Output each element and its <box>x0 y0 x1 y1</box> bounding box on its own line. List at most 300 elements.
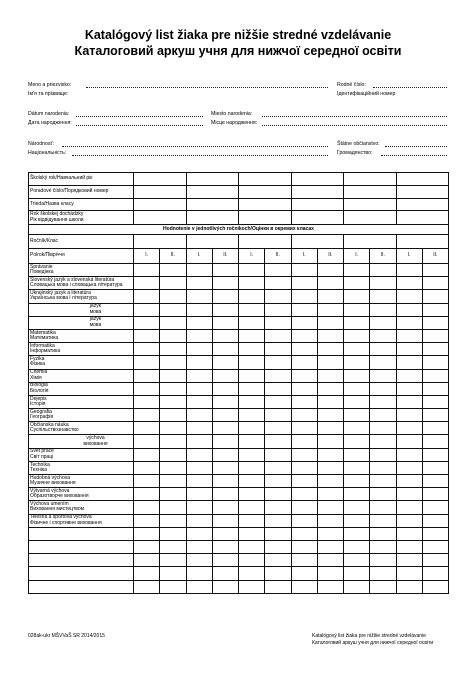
grade-cell[interactable] <box>396 303 422 316</box>
grade-cell[interactable] <box>291 409 317 422</box>
grade-cell[interactable] <box>160 343 186 356</box>
grade-cell[interactable] <box>212 409 238 422</box>
grade-cell[interactable] <box>212 514 238 527</box>
field-cit[interactable] <box>385 146 447 147</box>
grade-cell[interactable] <box>422 369 448 382</box>
grade-cell[interactable] <box>396 173 449 186</box>
grade-cell[interactable] <box>160 554 186 567</box>
grade-cell[interactable] <box>344 488 370 501</box>
grade-cell[interactable] <box>186 435 212 448</box>
grade-cell[interactable] <box>239 303 265 316</box>
grade-cell[interactable] <box>134 527 160 540</box>
grade-cell[interactable] <box>265 382 291 395</box>
grade-cell[interactable] <box>422 277 448 290</box>
grade-cell[interactable] <box>265 567 291 580</box>
grade-cell[interactable] <box>344 554 370 567</box>
grade-cell[interactable] <box>396 290 422 303</box>
grade-cell[interactable] <box>317 448 343 461</box>
grade-cell[interactable] <box>370 356 396 369</box>
grade-cell[interactable] <box>239 235 292 249</box>
field-name[interactable] <box>86 87 328 88</box>
grade-cell[interactable] <box>212 501 238 514</box>
grade-cell[interactable] <box>160 435 186 448</box>
grade-cell[interactable] <box>186 395 212 408</box>
grade-cell[interactable] <box>186 186 239 199</box>
grade-cell[interactable] <box>239 264 265 277</box>
grade-cell[interactable] <box>370 475 396 488</box>
grade-cell[interactable] <box>239 501 265 514</box>
grade-cell[interactable] <box>160 501 186 514</box>
grade-cell[interactable] <box>291 527 317 540</box>
grade-cell[interactable] <box>134 199 187 211</box>
grade-cell[interactable] <box>186 409 212 422</box>
grade-cell[interactable] <box>291 488 317 501</box>
grade-cell[interactable] <box>370 277 396 290</box>
grade-cell[interactable] <box>422 356 448 369</box>
grade-cell[interactable] <box>396 580 422 593</box>
grade-cell[interactable] <box>344 186 397 199</box>
grade-cell[interactable] <box>160 475 186 488</box>
grade-cell[interactable] <box>317 395 343 408</box>
grade-cell[interactable] <box>370 540 396 553</box>
grade-cell[interactable] <box>344 356 370 369</box>
grade-cell[interactable] <box>239 580 265 593</box>
grade-cell[interactable] <box>396 422 422 435</box>
grade-cell[interactable] <box>134 422 160 435</box>
grade-cell[interactable] <box>370 461 396 474</box>
grade-cell[interactable] <box>344 540 370 553</box>
grade-cell[interactable] <box>239 409 265 422</box>
grade-cell[interactable] <box>212 422 238 435</box>
grade-cell[interactable] <box>317 382 343 395</box>
grade-cell[interactable] <box>344 382 370 395</box>
grade-cell[interactable] <box>291 303 317 316</box>
grade-cell[interactable] <box>317 475 343 488</box>
grade-cell[interactable] <box>186 235 239 249</box>
grade-cell[interactable] <box>291 395 317 408</box>
grade-cell[interactable] <box>291 461 317 474</box>
grade-cell[interactable] <box>134 395 160 408</box>
grade-cell[interactable] <box>344 211 397 225</box>
grade-cell[interactable] <box>265 369 291 382</box>
grade-cell[interactable] <box>186 173 239 186</box>
grade-cell[interactable] <box>291 199 344 211</box>
grade-cell[interactable] <box>186 540 212 553</box>
grade-cell[interactable] <box>344 290 370 303</box>
grade-cell[interactable] <box>134 186 187 199</box>
grade-cell[interactable] <box>344 316 370 329</box>
grade-cell[interactable] <box>396 277 422 290</box>
grade-cell[interactable] <box>239 475 265 488</box>
grade-cell[interactable] <box>212 435 238 448</box>
grade-cell[interactable] <box>212 527 238 540</box>
grade-cell[interactable] <box>317 264 343 277</box>
grade-cell[interactable] <box>370 316 396 329</box>
grade-cell[interactable] <box>239 173 292 186</box>
grade-cell[interactable] <box>344 527 370 540</box>
grade-cell[interactable] <box>186 277 212 290</box>
grade-cell[interactable] <box>344 475 370 488</box>
grade-cell[interactable] <box>134 303 160 316</box>
grade-cell[interactable] <box>422 409 448 422</box>
grade-cell[interactable] <box>186 422 212 435</box>
grade-cell[interactable] <box>291 540 317 553</box>
grade-cell[interactable] <box>396 356 422 369</box>
grade-cell[interactable] <box>317 540 343 553</box>
grade-cell[interactable] <box>134 264 160 277</box>
grade-cell[interactable] <box>265 488 291 501</box>
grade-cell[interactable] <box>422 488 448 501</box>
grade-cell[interactable] <box>370 395 396 408</box>
grade-cell[interactable] <box>265 290 291 303</box>
grade-cell[interactable] <box>160 409 186 422</box>
grade-cell[interactable] <box>186 554 212 567</box>
grade-cell[interactable] <box>317 461 343 474</box>
grade-cell[interactable] <box>134 277 160 290</box>
grade-cell[interactable] <box>134 461 160 474</box>
grade-cell[interactable] <box>212 567 238 580</box>
grade-cell[interactable] <box>317 356 343 369</box>
grade-cell[interactable] <box>239 329 265 342</box>
grade-cell[interactable] <box>344 395 370 408</box>
grade-cell[interactable] <box>186 329 212 342</box>
grade-cell[interactable] <box>212 290 238 303</box>
grade-cell[interactable] <box>344 514 370 527</box>
grade-cell[interactable] <box>134 501 160 514</box>
grade-cell[interactable] <box>239 186 292 199</box>
grade-cell[interactable] <box>134 369 160 382</box>
grade-cell[interactable] <box>317 343 343 356</box>
grade-cell[interactable] <box>396 316 422 329</box>
grade-cell[interactable] <box>134 475 160 488</box>
grade-cell[interactable] <box>134 409 160 422</box>
grade-cell[interactable] <box>239 382 265 395</box>
grade-cell[interactable] <box>186 448 212 461</box>
grade-cell[interactable] <box>291 277 317 290</box>
field-dob[interactable] <box>76 116 203 117</box>
grade-cell[interactable] <box>422 329 448 342</box>
field-nat[interactable] <box>62 146 328 147</box>
grade-cell[interactable] <box>239 422 265 435</box>
grade-cell[interactable] <box>291 382 317 395</box>
grade-cell[interactable] <box>291 235 344 249</box>
grade-cell[interactable] <box>422 501 448 514</box>
grade-cell[interactable] <box>396 540 422 553</box>
grade-cell[interactable] <box>212 382 238 395</box>
grade-cell[interactable] <box>291 580 317 593</box>
grade-cell[interactable] <box>134 235 187 249</box>
grade-cell[interactable] <box>134 488 160 501</box>
grade-cell[interactable] <box>422 435 448 448</box>
grade-cell[interactable] <box>239 527 265 540</box>
grade-cell[interactable] <box>291 329 317 342</box>
grade-cell[interactable] <box>422 290 448 303</box>
grade-cell[interactable] <box>291 290 317 303</box>
grade-cell[interactable] <box>212 554 238 567</box>
grade-cell[interactable] <box>396 211 449 225</box>
grade-cell[interactable] <box>344 422 370 435</box>
grade-cell[interactable] <box>160 369 186 382</box>
grade-cell[interactable] <box>134 567 160 580</box>
grade-cell[interactable] <box>212 303 238 316</box>
grade-cell[interactable] <box>239 540 265 553</box>
grade-cell[interactable] <box>160 277 186 290</box>
grade-cell[interactable] <box>134 382 160 395</box>
grade-cell[interactable] <box>370 501 396 514</box>
grade-cell[interactable] <box>317 316 343 329</box>
grade-cell[interactable] <box>370 554 396 567</box>
grade-cell[interactable] <box>239 211 292 225</box>
grade-cell[interactable] <box>239 199 292 211</box>
grade-cell[interactable] <box>239 435 265 448</box>
field-pob-uk[interactable] <box>262 125 447 126</box>
grade-cell[interactable] <box>317 290 343 303</box>
grade-cell[interactable] <box>134 540 160 553</box>
grade-cell[interactable] <box>212 448 238 461</box>
field-dob-uk[interactable] <box>76 125 203 126</box>
grade-cell[interactable] <box>422 514 448 527</box>
grade-cell[interactable] <box>317 554 343 567</box>
grade-cell[interactable] <box>317 567 343 580</box>
grade-cell[interactable] <box>344 448 370 461</box>
grade-cell[interactable] <box>291 422 317 435</box>
grade-cell[interactable] <box>160 303 186 316</box>
grade-cell[interactable] <box>344 369 370 382</box>
grade-cell[interactable] <box>186 461 212 474</box>
grade-cell[interactable] <box>344 329 370 342</box>
grade-cell[interactable] <box>160 264 186 277</box>
grade-cell[interactable] <box>370 329 396 342</box>
grade-cell[interactable] <box>239 395 265 408</box>
grade-cell[interactable] <box>370 409 396 422</box>
grade-cell[interactable] <box>291 475 317 488</box>
grade-cell[interactable] <box>134 554 160 567</box>
grade-cell[interactable] <box>186 488 212 501</box>
grade-cell[interactable] <box>186 211 239 225</box>
grade-cell[interactable] <box>422 343 448 356</box>
grade-cell[interactable] <box>134 211 187 225</box>
grade-cell[interactable] <box>212 475 238 488</box>
grade-cell[interactable] <box>370 422 396 435</box>
grade-cell[interactable] <box>212 488 238 501</box>
grade-cell[interactable] <box>370 514 396 527</box>
grade-cell[interactable] <box>134 343 160 356</box>
grade-cell[interactable] <box>396 235 449 249</box>
grade-cell[interactable] <box>317 488 343 501</box>
grade-cell[interactable] <box>265 277 291 290</box>
grade-cell[interactable] <box>239 567 265 580</box>
grade-cell[interactable] <box>160 422 186 435</box>
grade-cell[interactable] <box>239 461 265 474</box>
grade-cell[interactable] <box>239 290 265 303</box>
grade-cell[interactable] <box>291 501 317 514</box>
grade-cell[interactable] <box>344 199 397 211</box>
grade-cell[interactable] <box>396 475 422 488</box>
grade-cell[interactable] <box>344 409 370 422</box>
grade-cell[interactable] <box>265 356 291 369</box>
grade-cell[interactable] <box>422 567 448 580</box>
grade-cell[interactable] <box>344 235 397 249</box>
grade-cell[interactable] <box>265 461 291 474</box>
grade-cell[interactable] <box>422 461 448 474</box>
grade-cell[interactable] <box>291 186 344 199</box>
grade-cell[interactable] <box>370 435 396 448</box>
grade-cell[interactable] <box>212 264 238 277</box>
grade-cell[interactable] <box>186 290 212 303</box>
grade-cell[interactable] <box>212 540 238 553</box>
grade-cell[interactable] <box>291 264 317 277</box>
grade-cell[interactable] <box>212 580 238 593</box>
grade-cell[interactable] <box>370 448 396 461</box>
grade-cell[interactable] <box>396 514 422 527</box>
grade-cell[interactable] <box>134 435 160 448</box>
grade-cell[interactable] <box>396 199 449 211</box>
grade-cell[interactable] <box>396 369 422 382</box>
grade-cell[interactable] <box>212 461 238 474</box>
grade-cell[interactable] <box>317 514 343 527</box>
grade-cell[interactable] <box>186 369 212 382</box>
grade-cell[interactable] <box>422 554 448 567</box>
grade-cell[interactable] <box>239 488 265 501</box>
grade-cell[interactable] <box>212 356 238 369</box>
grade-cell[interactable] <box>370 369 396 382</box>
grade-cell[interactable] <box>186 501 212 514</box>
field-pob[interactable] <box>262 116 447 117</box>
grade-cell[interactable] <box>265 448 291 461</box>
grade-cell[interactable] <box>370 567 396 580</box>
grade-cell[interactable] <box>239 369 265 382</box>
grade-cell[interactable] <box>370 382 396 395</box>
grade-cell[interactable] <box>291 567 317 580</box>
grade-cell[interactable] <box>396 567 422 580</box>
grade-cell[interactable] <box>317 277 343 290</box>
grade-cell[interactable] <box>160 514 186 527</box>
grade-cell[interactable] <box>265 501 291 514</box>
grade-cell[interactable] <box>186 316 212 329</box>
grade-cell[interactable] <box>160 567 186 580</box>
grade-cell[interactable] <box>370 527 396 540</box>
grade-cell[interactable] <box>317 422 343 435</box>
grade-cell[interactable] <box>239 554 265 567</box>
grade-cell[interactable] <box>396 343 422 356</box>
grade-cell[interactable] <box>396 409 422 422</box>
grade-cell[interactable] <box>422 527 448 540</box>
grade-cell[interactable] <box>212 277 238 290</box>
grade-cell[interactable] <box>422 475 448 488</box>
grade-cell[interactable] <box>422 540 448 553</box>
grade-cell[interactable] <box>265 435 291 448</box>
grade-cell[interactable] <box>265 554 291 567</box>
grade-cell[interactable] <box>239 356 265 369</box>
grade-cell[interactable] <box>186 343 212 356</box>
grade-cell[interactable] <box>344 173 397 186</box>
grade-cell[interactable] <box>317 409 343 422</box>
grade-cell[interactable] <box>134 329 160 342</box>
grade-cell[interactable] <box>396 395 422 408</box>
grade-cell[interactable] <box>396 382 422 395</box>
grade-cell[interactable] <box>370 290 396 303</box>
grade-cell[interactable] <box>422 303 448 316</box>
grade-cell[interactable] <box>344 580 370 593</box>
grade-cell[interactable] <box>317 527 343 540</box>
grade-cell[interactable] <box>134 316 160 329</box>
grade-cell[interactable] <box>370 580 396 593</box>
grade-cell[interactable] <box>396 461 422 474</box>
grade-cell[interactable] <box>186 514 212 527</box>
grade-cell[interactable] <box>265 303 291 316</box>
grade-cell[interactable] <box>265 264 291 277</box>
grade-cell[interactable] <box>396 448 422 461</box>
grade-cell[interactable] <box>212 316 238 329</box>
grade-cell[interactable] <box>344 264 370 277</box>
grade-cell[interactable] <box>160 527 186 540</box>
grade-cell[interactable] <box>239 316 265 329</box>
grade-cell[interactable] <box>134 356 160 369</box>
grade-cell[interactable] <box>160 395 186 408</box>
grade-cell[interactable] <box>422 382 448 395</box>
grade-cell[interactable] <box>265 514 291 527</box>
grade-cell[interactable] <box>422 580 448 593</box>
grade-cell[interactable] <box>160 316 186 329</box>
grade-cell[interactable] <box>265 475 291 488</box>
grade-cell[interactable] <box>134 514 160 527</box>
grade-cell[interactable] <box>370 303 396 316</box>
grade-cell[interactable] <box>317 369 343 382</box>
grade-cell[interactable] <box>396 186 449 199</box>
grade-cell[interactable] <box>160 448 186 461</box>
grade-cell[interactable] <box>160 461 186 474</box>
grade-cell[interactable] <box>186 580 212 593</box>
grade-cell[interactable] <box>344 501 370 514</box>
grade-cell[interactable] <box>212 369 238 382</box>
grade-cell[interactable] <box>291 448 317 461</box>
grade-cell[interactable] <box>291 435 317 448</box>
field-nat-uk[interactable] <box>72 155 328 156</box>
grade-cell[interactable] <box>344 303 370 316</box>
grade-cell[interactable] <box>396 329 422 342</box>
grade-cell[interactable] <box>291 173 344 186</box>
grade-cell[interactable] <box>396 501 422 514</box>
grade-cell[interactable] <box>186 199 239 211</box>
grade-cell[interactable] <box>265 343 291 356</box>
grade-cell[interactable] <box>291 343 317 356</box>
grade-cell[interactable] <box>396 488 422 501</box>
grade-cell[interactable] <box>344 567 370 580</box>
grade-cell[interactable] <box>422 395 448 408</box>
grade-cell[interactable] <box>344 277 370 290</box>
grade-cell[interactable] <box>160 580 186 593</box>
grade-cell[interactable] <box>265 409 291 422</box>
grade-cell[interactable] <box>186 567 212 580</box>
grade-cell[interactable] <box>134 448 160 461</box>
grade-cell[interactable] <box>291 211 344 225</box>
grade-cell[interactable] <box>265 422 291 435</box>
grade-cell[interactable] <box>317 501 343 514</box>
grade-cell[interactable] <box>160 488 186 501</box>
grade-cell[interactable] <box>370 343 396 356</box>
field-rc[interactable] <box>373 87 447 88</box>
grade-cell[interactable] <box>317 435 343 448</box>
grade-cell[interactable] <box>291 369 317 382</box>
grade-cell[interactable] <box>186 356 212 369</box>
grade-cell[interactable] <box>186 527 212 540</box>
grade-cell[interactable] <box>239 448 265 461</box>
grade-cell[interactable] <box>317 580 343 593</box>
grade-cell[interactable] <box>317 329 343 342</box>
grade-cell[interactable] <box>160 290 186 303</box>
grade-cell[interactable] <box>396 527 422 540</box>
grade-cell[interactable] <box>265 540 291 553</box>
